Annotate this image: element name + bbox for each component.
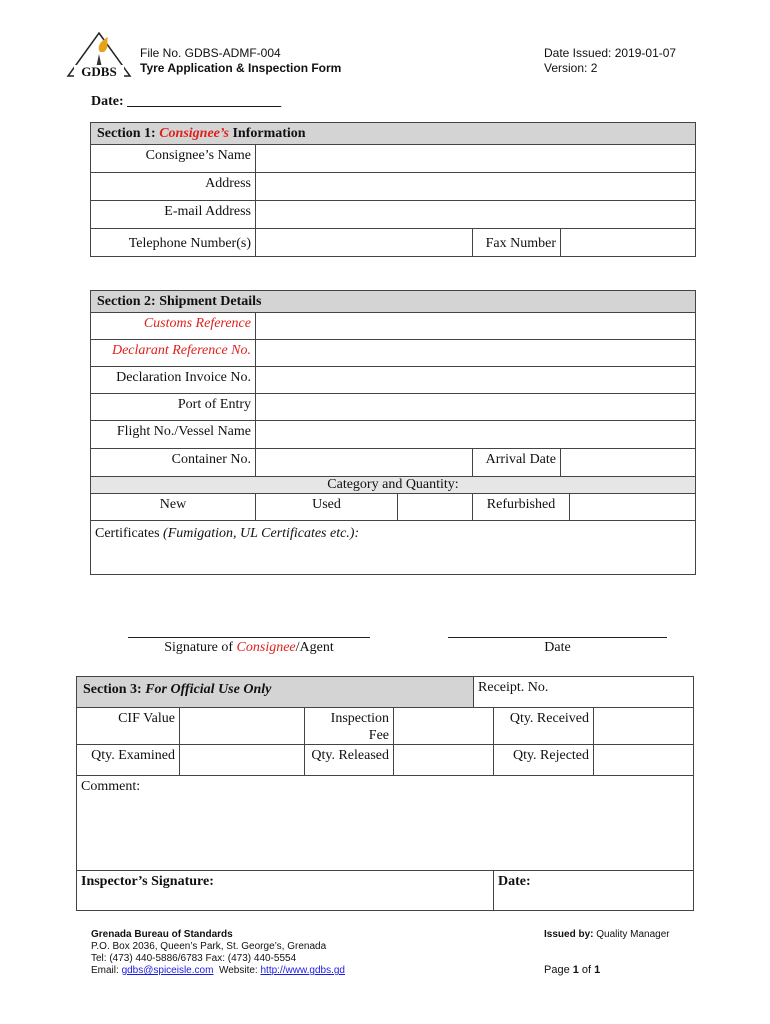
qty-released-label: Qty. Released	[305, 745, 394, 776]
logo-text: GDBS	[81, 64, 117, 79]
consignee-name-field[interactable]	[256, 145, 696, 173]
form-title: Tyre Application & Inspection Form	[140, 61, 342, 75]
inspector-signature-label: Inspector’s Signature:	[81, 874, 214, 889]
certificates-note: (Fumigation, UL Certificates etc.):	[163, 526, 360, 541]
consignee-name-label: Consignee’s Name	[91, 145, 256, 173]
date-label: Date:	[91, 94, 124, 109]
invoice-number-field[interactable]	[256, 367, 696, 394]
container-number-field[interactable]	[256, 449, 473, 477]
comment-label: Comment:	[81, 779, 141, 794]
port-of-entry-field[interactable]	[256, 394, 696, 421]
used-label: Used	[256, 494, 398, 521]
qty-examined-label: Qty. Examined	[77, 745, 180, 776]
footer-contact: Email: gdbs@spiceisle.com Website: http://www.gdbs.gd	[91, 965, 345, 976]
section1-header: Section 1: Consignee’s Information	[91, 123, 696, 145]
address-label: Address	[91, 173, 256, 201]
website-link[interactable]: http://www.gdbs.gd	[260, 965, 345, 976]
signature-line[interactable]	[128, 637, 370, 638]
port-of-entry-label: Port of Entry	[91, 394, 256, 421]
gdbs-logo	[66, 30, 132, 80]
version: Version: 2	[544, 61, 598, 75]
fax-label: Fax Number	[473, 229, 561, 257]
receipt-number-label: Receipt. No.	[478, 680, 549, 695]
section3-table	[76, 676, 694, 911]
declarant-reference-field[interactable]	[256, 340, 696, 367]
signature-caption: Signature of Consignee/Agent	[164, 640, 334, 655]
qty-rejected-label: Qty. Rejected	[494, 745, 594, 776]
email-link[interactable]: gdbs@spiceisle.com	[121, 965, 214, 976]
qty-rejected-field[interactable]	[594, 745, 694, 776]
qty-received-field[interactable]	[594, 708, 694, 745]
footer-org: Grenada Bureau of Standards	[91, 929, 233, 940]
customs-reference-field[interactable]	[256, 313, 696, 340]
section3-header: Section 3: For Official Use Only	[77, 677, 474, 708]
footer-address-block	[91, 929, 345, 977]
declarant-reference-label: Declarant Reference No.	[91, 340, 256, 367]
qty-released-field[interactable]	[394, 745, 494, 776]
date-issued: Date Issued: 2019-01-07	[544, 46, 677, 60]
refurbished-qty-field[interactable]	[570, 494, 696, 521]
inspection-date-label: Date:	[498, 874, 531, 889]
section2-header: Section 2: Shipment Details	[91, 291, 696, 313]
cif-value-field[interactable]	[180, 708, 305, 745]
inspection-fee-field[interactable]	[394, 708, 494, 745]
cif-value-label: CIF Value	[77, 708, 180, 745]
inspector-signature-field[interactable]	[77, 871, 494, 911]
category-quantity-header: Category and Quantity:	[91, 477, 696, 494]
arrival-date-field[interactable]	[561, 449, 696, 477]
flight-vessel-field[interactable]	[256, 421, 696, 449]
customs-reference-label: Customs Reference	[91, 313, 256, 340]
qty-examined-field[interactable]	[180, 745, 305, 776]
used-qty-field[interactable]	[398, 494, 473, 521]
new-label: New	[91, 494, 256, 521]
section2-table	[90, 290, 696, 575]
email-field[interactable]	[256, 201, 696, 229]
section1-table	[90, 122, 696, 257]
qty-received-label: Qty. Received	[494, 708, 594, 745]
date-field[interactable]	[91, 94, 281, 110]
email-label: E-mail Address	[91, 201, 256, 229]
signature-date-caption: Date	[544, 640, 571, 655]
inspection-fee-label: Inspection Fee	[305, 708, 394, 745]
signature-date-line[interactable]	[448, 637, 667, 638]
page-number: Page 1 of 1	[544, 964, 601, 976]
inspection-date-field[interactable]	[494, 871, 694, 911]
telephone-label: Telephone Number(s)	[91, 229, 256, 257]
certificates-field[interactable]	[91, 521, 696, 575]
address-field[interactable]	[256, 173, 696, 201]
footer-tel: Tel: (473) 440-5886/6783 Fax: (473) 440-5554	[91, 953, 297, 964]
certificates-label: Certificates	[95, 526, 164, 541]
footer-address: P.O. Box 2036, Queen’s Park, St. George’s, Grenada	[91, 941, 327, 952]
flight-vessel-label: Flight No./Vessel Name	[91, 421, 256, 449]
footer-issued-by: Issued by: Quality Manager	[544, 929, 670, 940]
comment-field[interactable]	[77, 776, 694, 871]
fax-field[interactable]	[561, 229, 696, 257]
telephone-field[interactable]	[256, 229, 473, 257]
invoice-number-label: Declaration Invoice No.	[91, 367, 256, 394]
date-blank: ______________________	[127, 94, 282, 109]
container-number-label: Container No.	[91, 449, 256, 477]
receipt-number-field[interactable]	[474, 677, 694, 708]
arrival-date-label: Arrival Date	[473, 449, 561, 477]
file-number: File No. GDBS-ADMF-004	[140, 46, 281, 60]
refurbished-label: Refurbished	[473, 494, 570, 521]
